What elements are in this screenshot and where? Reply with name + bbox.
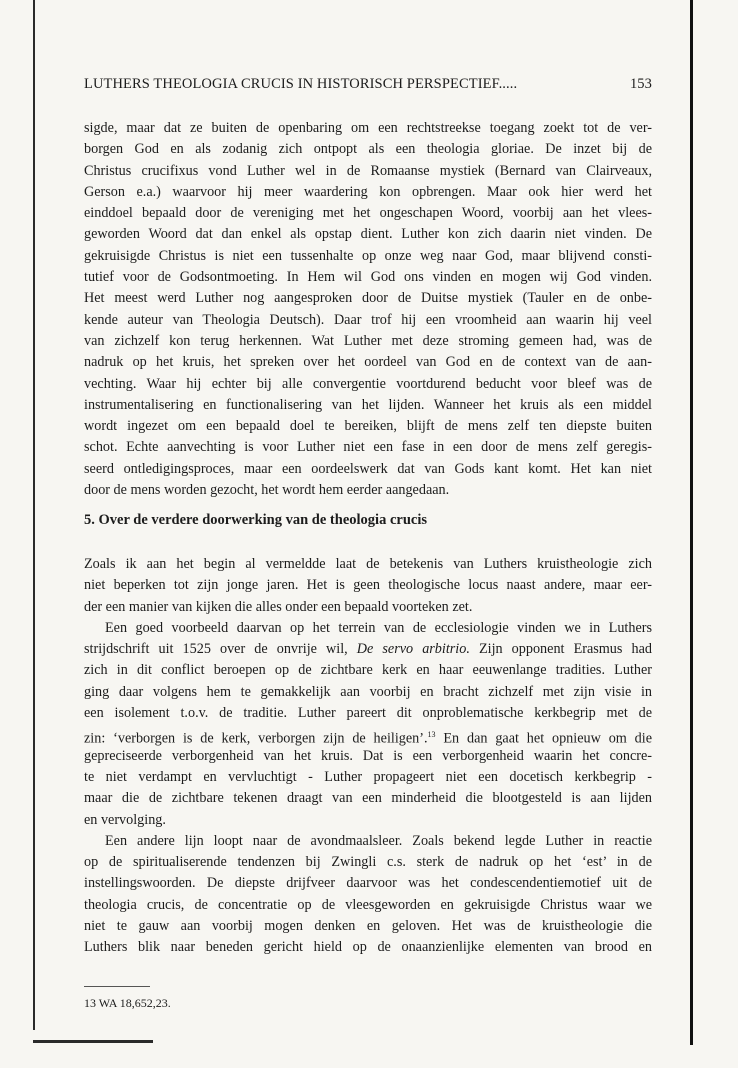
text-line: door de mens worden gezocht, het wordt hem eerder aangedaan.: [84, 482, 450, 499]
book-title-italic: De servo arbitrio.: [356, 641, 470, 658]
text-line: ging daar volgens hem te gemakkelijk aan voorbij en bracht zichzelf met zijn visie in: [84, 683, 652, 700]
text-line: Zoals ik aan het begin al vermeldde laat de betekenis van Luthers kruistheologie zich: [84, 556, 652, 572]
text-line: Christus crucifixus vond Luther wel in de Romaanse mystiek (Bernard van Clairveaux,: [84, 162, 652, 179]
text-line: [84, 724, 652, 745]
text-line: gepreciseerde verborgenheid van het kruis. Dat is een verborgenheid waarin het concre-: [84, 747, 652, 764]
text-line: nadruk op het kruis, het spreken over het oordeel van God en de context van de aan-: [84, 354, 652, 371]
text-line: instellingswoorden. De diepste drijfveer daarvoor was het condescendentiemotief uit de: [84, 875, 652, 892]
text-line: niet te gauw aan voorbij mogen denken en geloven. Het was de kruistheologie die: [84, 918, 652, 935]
footnote: 13 WA 18,652,23.: [84, 996, 171, 1010]
text-line: instrumentalisering en functionalisering van het lijden. Wanneer het kruis als een middel: [84, 396, 652, 413]
text-line: [84, 639, 652, 660]
text-span: strijdschrift uit 1525 over de onvrije wil,: [84, 641, 357, 658]
text-line: tutief voor de Godsontmoeting. In Hem wil God ons vinden en mogen wij God vinden.: [84, 269, 652, 286]
text-line: kende auteur van Theologia Deutsch). Daar trof hij een vroomheid aan waarin hij veel: [84, 311, 652, 328]
text-line: en vervolging.: [84, 811, 166, 828]
text-line: schot. Echte aanvechting is voor Luther niet een fase in een door de mens zelf geregis-: [84, 439, 652, 456]
text-line: van zichzelf kon terug herkennen. Wat Luther met deze stroming gemeen had, was de: [84, 332, 652, 349]
footnote-rule: [84, 986, 150, 987]
text-line: Luthers blik naar beneden gericht hield op de onaanzienlijke elementen van brood en: [84, 939, 652, 956]
text-line: geworden Woord dat dan enkel als opstap dient. Luther kon zich daarin niet vinden. De: [84, 226, 652, 243]
text-line: Een andere lijn loopt naar de avondmaalsleer. Zoals bekend legde Luther in reactie: [105, 832, 652, 849]
text-line: der een manier van kijken die alles onder een bepaald voorteken zet.: [84, 598, 473, 615]
section-5-body: [84, 554, 652, 959]
text-line: Een goed voorbeeld daarvan op het terrein van de ecclesiologie vinden we in Luthers: [105, 619, 652, 636]
text-span: Zijn opponent Erasmus had: [469, 641, 652, 658]
text-line: een isolement t.o.v. de traditie. Luther pareert dit onproblematische kerkbegrip met de: [84, 705, 652, 722]
text-line: zich in dit conflict beroepen op de zichtbare kerk en haar eeuwenlange tradities. Luther: [84, 662, 652, 679]
text-line: te niet verdampt en vervluchtigt - Luther propageert niet een docetisch kerkbegrip -: [84, 768, 652, 785]
running-header: [84, 76, 652, 96]
text-span: zin: ‘verborgen is de kerk, verborgen zijn de heiligen’.: [84, 731, 428, 746]
text-line: einddoel bepaald door de vereniging met het ongeschapen Woord, voorbij aan het vlees-: [84, 205, 652, 222]
text-line: gekruisigde Christus is niet een tussenhalte op onze weg naar God, maar blijvend consti-: [84, 247, 652, 264]
text-line: theologia crucis, de concentratie op de vleesgeworden en gekruisigde Christus waar we: [84, 896, 652, 913]
running-title: LUTHERS THEOLOGIA CRUCIS IN HISTORISCH PERSPECTIEF.....: [84, 76, 518, 92]
text-line: Gerson e.a.) waarvoor hij meer waardering kon opbrengen. Maar ook hier werd het: [84, 183, 652, 200]
text-line: sigde, maar dat ze buiten de openbaring om een rechtstreekse toegang zoekt tot de ver-: [84, 120, 652, 136]
text-line: niet beperken tot zijn jonge jaren. Het is geen theologische locus naast andere, maar eer-: [84, 577, 652, 594]
text-line: borgen God en als zodanig zich ontpopt als een theologia gloriae. De inzet bij de: [84, 141, 652, 158]
text-line: vechting. Waar hij echter bij alle convergentie voortdurend beducht voor bleef was de: [84, 375, 652, 392]
text-span: En dan gaat het opnieuw om die: [435, 731, 652, 746]
page-edge-bottom: [33, 1040, 153, 1043]
section-heading: 5. Over de verdere doorwerking van de theologia crucis: [84, 512, 427, 528]
footnote-ref[interactable]: 13: [427, 730, 436, 740]
page-edge-left: [33, 0, 35, 1030]
text-line: maar die de zichtbare tekenen draagt van een minderheid die blootgesteld is aan lijden: [84, 790, 652, 807]
text-line: seerd ontledigingsproces, maar een oordeelswerk dat van Gods kant komt. Het kan niet: [84, 460, 652, 477]
text-line: op de spiritualiserende tendenzen bij Zwingli c.s. sterk de nadruk op het ‘est’ in de: [84, 854, 652, 871]
text-line: Het meest werd Luther nog aangesproken door de Duitse mystiek (Tauler en de onbe-: [84, 290, 652, 307]
page-number: 153: [629, 76, 652, 92]
paragraph-1: [84, 118, 652, 501]
page-edge-right: [690, 0, 693, 1045]
text-line: wordt ingezet om een bepaald doel te bereiken, blijft de mens zelf ten diepste buiten: [84, 418, 652, 435]
